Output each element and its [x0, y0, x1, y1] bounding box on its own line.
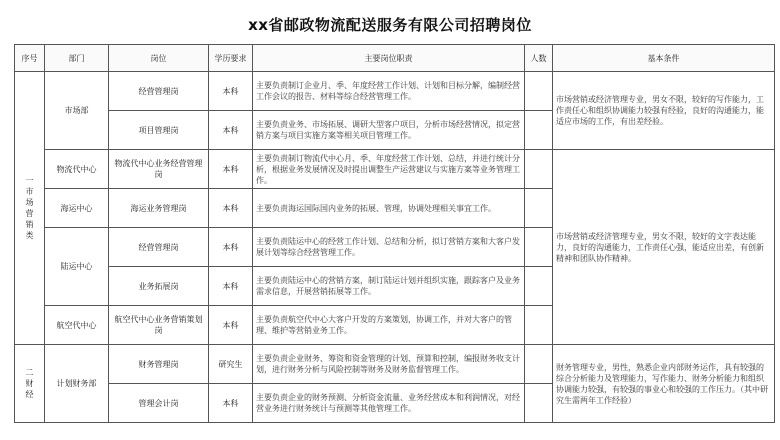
seq-char: 场	[25, 198, 34, 207]
table-row	[15, 72, 775, 111]
position-cell: 业务拓展岗	[109, 267, 209, 306]
education-cell: 本科	[209, 384, 253, 423]
header-row	[15, 45, 775, 72]
count-cell	[525, 111, 553, 150]
seq-char: 销	[25, 220, 34, 229]
duty-cell: 主要负责业务、市场拓展、调研大型客户项目，分析市场经营情况，拟定营销方案与项目实施方案等相关项目管理工作。	[253, 111, 525, 150]
education-cell: 本科	[209, 189, 253, 228]
education-cell: 本科	[209, 150, 253, 189]
position-cell: 物流代中心业务经营管理岗	[109, 150, 209, 189]
education-cell: 研究生	[209, 345, 253, 384]
duty-cell: 主要负责陆运中心的营销方案，制订陆运计划并组织实施，跟踪客户及业务需求信息，开展营销拓展等工作。	[253, 267, 525, 306]
position-cell: 财务管理岗	[109, 345, 209, 384]
position-cell: 经营管理岗	[109, 72, 209, 111]
education-cell: 本科	[209, 228, 253, 267]
count-cell	[525, 150, 553, 189]
col-header-count: 人数	[525, 45, 553, 72]
position-cell: 管理会计岗	[109, 384, 209, 423]
position-cell: 海运业务管理岗	[109, 189, 209, 228]
page-title: xx省邮政物流配送服务有限公司招聘岗位	[248, 16, 532, 34]
dept-cell: 海运中心	[45, 189, 109, 228]
count-cell	[525, 384, 553, 423]
seq-char: 类	[25, 231, 34, 240]
education-cell: 本科	[209, 267, 253, 306]
duty-cell: 主要负责制订企业月、季、年度经营工作计划、计划和目标分解，编制经营工作会议的报告、材料等综合经营管理工作。	[253, 72, 525, 111]
education-cell: 本科	[209, 306, 253, 345]
duty-cell: 主要负责企业财务、筹资和资金管理的计划、预算和控制，编报财务收支计划，进行财务分析与风险控制等财务及财务监督管理工作。	[253, 345, 525, 384]
col-header-seq: 序号	[15, 45, 45, 72]
group-seq-marketing	[15, 72, 45, 345]
position-cell: 项目管理岗	[109, 111, 209, 150]
seq-char: 市	[25, 187, 34, 196]
duty-cell: 主要负责制订物流代中心月、季、年度经营工作计划、总结，并进行统计分析，根据业务发展情况及时提出调整生产运营建议与实施方案等业务管理工作。	[253, 150, 525, 189]
count-cell	[525, 72, 553, 111]
dept-cell: 陆运中心	[45, 228, 109, 306]
dept-cell: 计划财务部	[45, 345, 109, 423]
conditions-cell: 市场营销或经济管理专业，男女不限，较好的文字表达能力，良好的沟通能力，工作责任心强，能适应出差，有创新精神和团队协作精神。	[553, 150, 775, 345]
education-cell: 本科	[209, 72, 253, 111]
count-cell	[525, 189, 553, 228]
duty-cell: 主要负责海运国际国内业务的拓展、管理，协调处理相关事宜工作。	[253, 189, 525, 228]
count-cell	[525, 306, 553, 345]
col-header-dept: 部门	[45, 45, 109, 72]
position-cell: 航空代中心业务营销策划岗	[109, 306, 209, 345]
table-row	[15, 150, 775, 189]
recruitment-table	[14, 44, 775, 423]
conditions-cell: 财务管理专业，男性，熟悉企业内部财务运作，具有较强的综合分析能力及管理能力，写作能力、财务分析能力和组织协调能力较强，有较强的事业心和较强的工作压力。（其中研究生需两年工作经验）	[553, 345, 775, 423]
count-cell	[525, 228, 553, 267]
seq-char: 经	[25, 390, 34, 399]
conditions-cell: 市场营销或经济管理专业，男女不限，较好的写作能力，工作责任心和组织协调能力较强有经验，良好的沟通能力，能适应市场的工作，有出差经验。	[553, 72, 775, 150]
col-header-duty: 主要岗位职责	[253, 45, 525, 72]
seq-char: 一	[25, 176, 34, 185]
count-cell	[525, 345, 553, 384]
dept-cell: 物流代中心	[45, 150, 109, 189]
duty-cell: 主要负责陆运中心的经营工作计划、总结和分析，拟订营销方案和大客户发展计划等综合经营管理工作。	[253, 228, 525, 267]
dept-cell: 航空代中心	[45, 306, 109, 345]
education-cell: 本科	[209, 111, 253, 150]
seq-char: 营	[25, 209, 34, 218]
count-cell	[525, 267, 553, 306]
col-header-education: 学历要求	[209, 45, 253, 72]
dept-cell: 市场部	[45, 72, 109, 150]
seq-char: 二	[25, 368, 34, 377]
duty-cell: 主要负责企业的财务预测、分析资金流量、业务经营成本和利润情况，对经营业务进行财务统计与预测等其他管理工作。	[253, 384, 525, 423]
group-seq-finance	[15, 345, 45, 423]
seq-char: 财	[25, 379, 34, 388]
duty-cell: 主要负责航空代中心大客户开发的方案策划，协调工作，并对大客户的管理、维护等营销业务工作。	[253, 306, 525, 345]
col-header-position: 岗位	[109, 45, 209, 72]
col-header-conditions: 基本条件	[553, 45, 775, 72]
table-row	[15, 345, 775, 384]
position-cell: 经营管理岗	[109, 228, 209, 267]
